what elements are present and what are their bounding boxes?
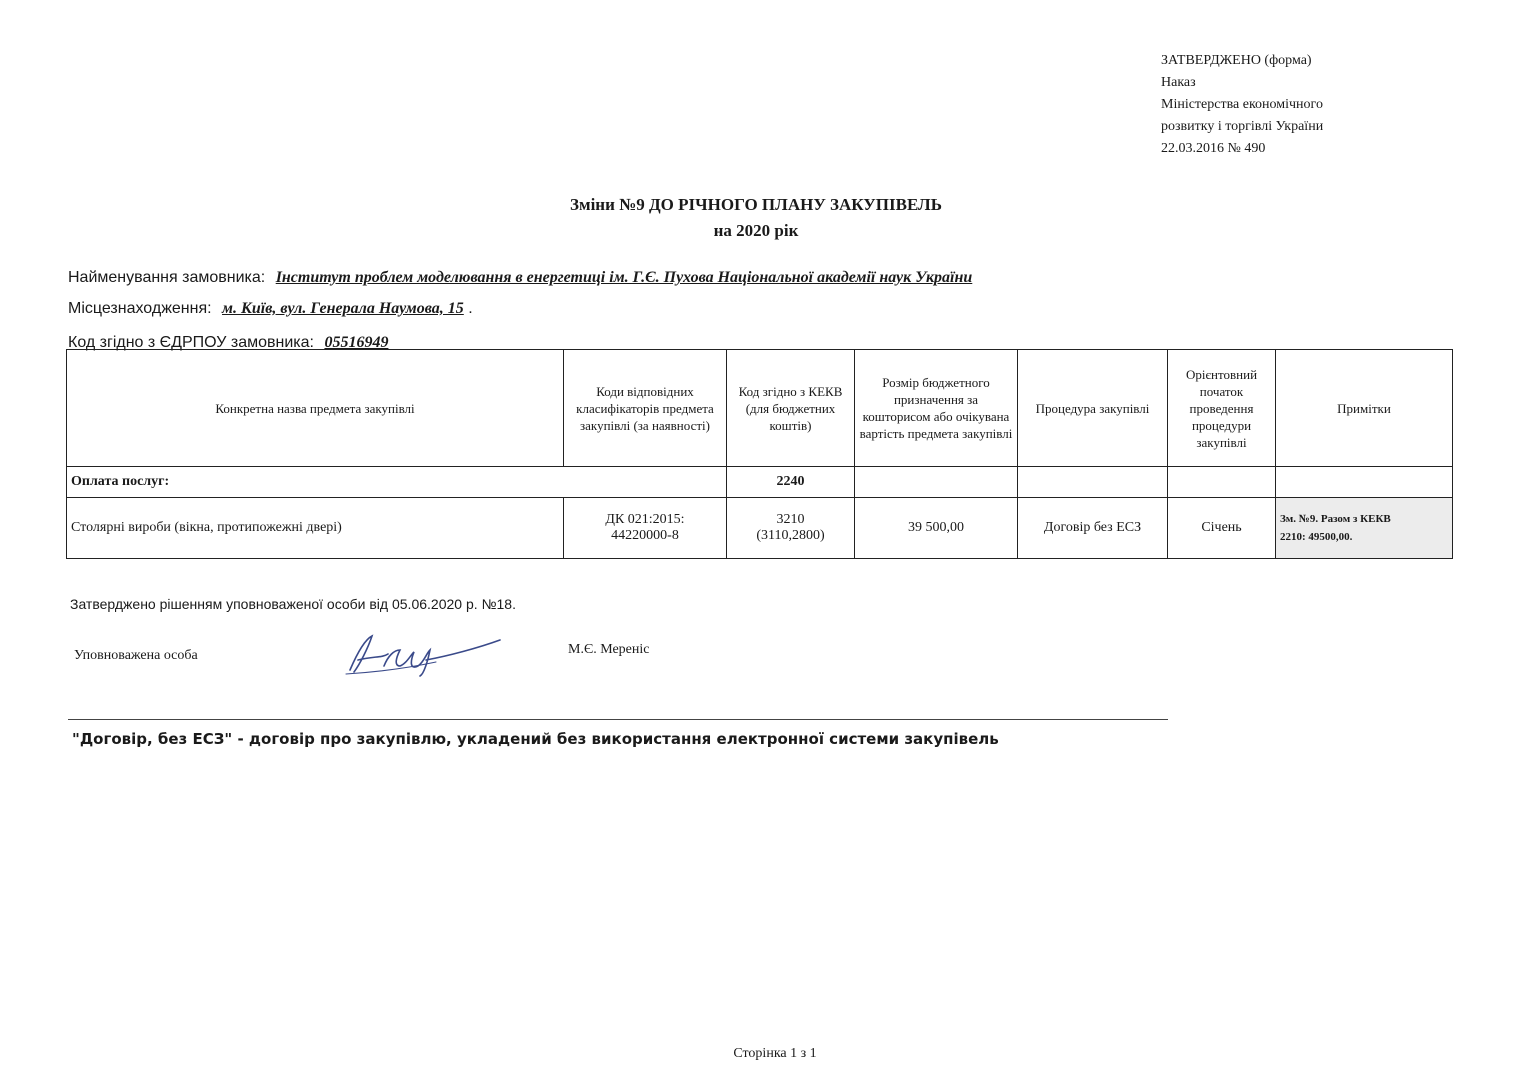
- approval-line: Наказ: [1161, 75, 1196, 90]
- authorized-person-name: М.Є. Мереніс: [568, 642, 650, 657]
- item-kekv-line: (3110,2800): [756, 528, 825, 543]
- title-line-1: Зміни №9 ДО РІЧНОГО ПЛАНУ ЗАКУПІВЕЛЬ: [570, 195, 942, 214]
- customer-name-value: Інститут проблем моделювання в енергетиці ім. Г.Є. Пухова Національної академії наук України: [275, 269, 973, 286]
- approval-line: ЗАТВЕРДЖЕНО (форма): [1161, 53, 1312, 68]
- authorized-person-label: Уповноважена особа: [74, 648, 198, 663]
- customer-name-label: Найменування замовника:: [68, 269, 266, 286]
- empty-cell: [1168, 467, 1276, 498]
- empty-cell: [1018, 467, 1168, 498]
- item-amount: 39 500,00: [855, 498, 1018, 559]
- empty-cell: [1276, 467, 1453, 498]
- group-kekv: 2240: [727, 467, 855, 498]
- item-kekv: [727, 498, 855, 559]
- signature-image: [338, 626, 508, 682]
- item-notes-line: Зм. №9. Разом з КЕКВ: [1280, 513, 1391, 525]
- header-item-name: Конкретна назва предмета закупівлі: [67, 350, 564, 467]
- customer-location-suffix: .: [468, 300, 473, 317]
- procurement-table: [66, 349, 1453, 559]
- header-notes: Примітки: [1276, 350, 1453, 467]
- item-classifier-line: 44220000-8: [611, 528, 679, 543]
- footnote-divider: [68, 719, 1168, 720]
- footnote: "Договір, без ЕСЗ" - договір про закупівлю, укладений без використання електронної системи закупівель: [72, 730, 999, 748]
- customer-code-label: Код згідно з ЄДРПОУ замовника:: [68, 334, 314, 351]
- customer-location-field: [68, 300, 473, 318]
- customer-code-value: 05516949: [324, 334, 389, 351]
- item-notes: [1276, 498, 1453, 559]
- customer-location-value: м. Київ, вул. Генерала Наумова, 15: [222, 300, 464, 317]
- header-start-date: Орієнтовний початок проведення процедури закупівлі: [1168, 350, 1276, 467]
- item-classifier: [564, 498, 727, 559]
- table-header-row: [67, 350, 1453, 467]
- page-number: Сторінка 1 з 1: [733, 1046, 817, 1061]
- item-classifier-line: ДК 021:2015:: [605, 512, 685, 527]
- item-start: Січень: [1168, 498, 1276, 559]
- table-row: [67, 498, 1453, 559]
- header-kekv-code: Код згідно з КЕКВ (для бюджетних коштів): [727, 350, 855, 467]
- approval-decision-note: Затверджено рішенням уповноваженої особи від 05.06.2020 р. №18.: [70, 596, 516, 612]
- approval-line: Міністерства економічного: [1161, 97, 1323, 112]
- group-label: Оплата послуг:: [67, 467, 727, 498]
- customer-name-field: [68, 269, 972, 287]
- header-classifier-codes: Коди відповідних класифікаторів предмета закупівлі (за наявності): [564, 350, 727, 467]
- document-title: [0, 192, 1512, 244]
- approval-line: 22.03.2016 № 490: [1161, 141, 1266, 156]
- header-procedure: Процедура закупівлі: [1018, 350, 1168, 467]
- empty-cell: [855, 467, 1018, 498]
- approval-stamp: [1161, 50, 1323, 160]
- item-kekv-line: 3210: [776, 512, 805, 527]
- item-name: Столярні вироби (вікна, протипожежні двері): [67, 498, 564, 559]
- approval-line: розвитку і торгівлі України: [1161, 119, 1324, 134]
- header-budget-amount: Розмір бюджетного призначення за кошторисом або очікувана вартість предмета закупівлі: [855, 350, 1018, 467]
- item-notes-line: 2210: 49500,00.: [1280, 531, 1353, 543]
- table-group-row: [67, 467, 1453, 498]
- customer-location-label: Місцезнаходження:: [68, 300, 212, 317]
- title-line-2: на 2020 рік: [713, 221, 799, 240]
- item-procedure: Договір без ЕСЗ: [1018, 498, 1168, 559]
